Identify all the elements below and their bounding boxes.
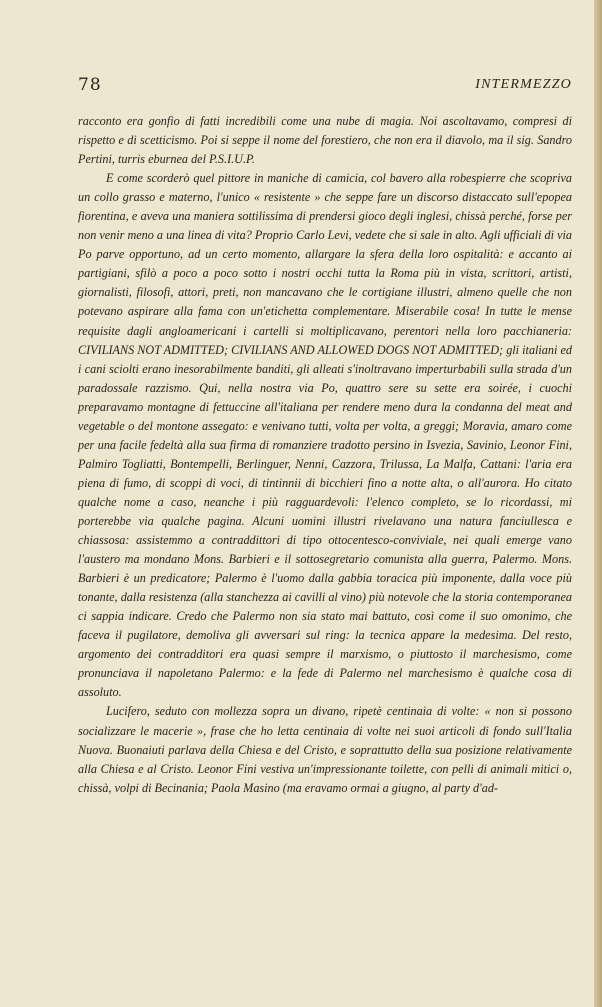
- body-text: [78, 112, 572, 798]
- paragraph-3: Lucifero, seduto con mollezza sopra un divano, ripetè centinaia di volte: « non si possono socializzare le macerie », frase che ho letta centinaia di volte nei suoi articoli di fondo sull'Italia Nuova. Buonaiuti parlava della Chiesa e del Cristo, e soprattutto della sua posizione relativamente alla Chiesa e al Cristo. Leonor Fini vestiva un'impressionante toilette, con pelli di animali mitici o, chissà, volpi di Becinania; Paola Masino (ma eravamo ormai a giugno, al party d'ad-: [78, 704, 572, 795]
- paragraph-2: E come scorderò quel pittore in maniche di camicia, col bavero alla robespierre che scopriva un collo grasso e materno, l'unico « resistente » che seppe fare un discorso distaccato sull'epopea fiorentina, e aveva una maniera sottilissima di prendersi gioco degli inglesi, chissà perché, forse per non venir meno a una linea di vita? Proprio Carlo Levi, vedete che si sale in alto. Agli ufficiali di via Po parve opportuno, ad un certo momento, allargare la sfera della loro ospitalità: e accanto ai partigiani, sfilò a poco a poco sotto i nostri occhi tutta la Roma più in vista, scrittori, artisti, giornalisti, filosofi, attori, preti, non mancavano che le cortigiane illustri, almeno quelle che non potevano aspirare alla fama con un'etichetta complementare. Miserabile cosa! In tutte le mense requisite dagli angloamericani i cartelli si moltiplicavano, perentori nella loro pacchianeria: CIVILIANS NOT ADMITTED; CIVILIANS AND ALLOWED DOGS NOT ADMITTED; gli italiani ed i cani sciolti erano inesorabilmente banditi, gli alleati s'inoltravano imperturbabili sulla strada d'un paradossale razzismo. Qui, nella nostra via Po, quattro sere su sette era soirée, i cuochi preparavamo montagne di fettuccine all'italiana per rendere meno dura la condanna del meat and vegetable o del montone assegato: e venivano tutti, volta per volta, a greggi; Moravia, amaro come per una facile fedeltà alla sua firma di romanziere tradotto persino in Isvezia, Savinio, Leonor Fini, Palmiro Togliatti, Bontempelli, Berlinguer, Nenni, Cazzora, Trilussa, La Malfa, Cattani: l'aria era piena di fumo, di scoppi di voci, di tintinnii di bicchieri fino a notte alta, o all'aurora. Ho citato qualche nome a caso, neanche i più ragguardevoli: l'elenco completo, se lo ricordassi, mi porterebbe via qualche pagina. Alcuni uomini illustri rivelavano una natura fanciullesca e chiassosa: assistemmo a contraddittori di tipo ottocentesco-conviviale, nei quali emerge vano l'austero ma mondano Mons. Barbieri e il sottosegretario comunista alla guerra, Palermo. Mons. Barbieri è un predicatore; Palermo è l'uomo dalla gabbia toracica più imponente, dalla voce più tonante, dalla resistenza (alla stanchezza ai cavilli al vino) più notevole che la storia contemporanea ci sappia indicare. Credo che Palermo non sia stato mai battuto, così come il suo omonimo, che faceva il pugilatore, demoliva gli avversari sul ring: la tecnica appare la medesima. Del resto, argomento dei contradditori era quasi sempre il marxismo, o piuttosto il marchesismo, come pronunciava il napoletano Palermo: e la fede di Palermo nel marchesismo è qualche cosa di assoluto.: [78, 171, 572, 700]
- page-header: [78, 75, 572, 97]
- page-number: 78: [78, 75, 102, 95]
- page-edge: [594, 0, 602, 1007]
- running-head: INTERMEZZO: [475, 77, 572, 92]
- paragraph-1: racconto era gonfio di fatti incredibili come una nube di magia. Noi ascoltavamo, compresi di rispetto e di scetticismo. Poi si seppe il nome del forestiero, che non era il diavolo, ma il sig. Sandro Pertini, turris eburnea del P.S.I.U.P.: [78, 114, 572, 167]
